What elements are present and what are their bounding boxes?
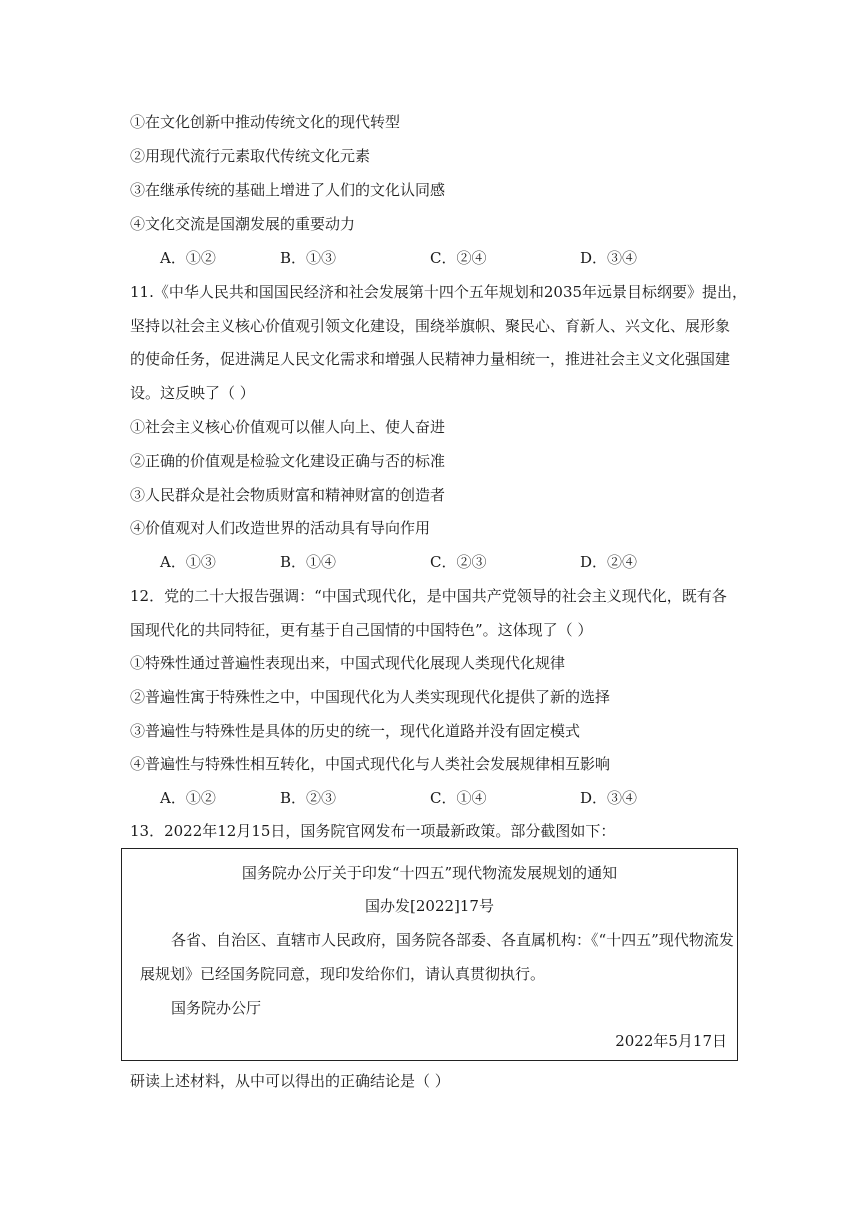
q11-item-3: ③人民群众是社会物质财富和精神财富的创造者 (130, 486, 446, 504)
q11-stem-line-3: 的使命任务，促进满足人民文化需求和增强人民精神力量相统一，推进社会主义文化强国建 (130, 350, 731, 368)
q11-stem-line-4: 设。这反映了（ ） (130, 384, 255, 402)
option-a[interactable]: A．①③ (160, 553, 216, 571)
notice-screenshot-box (121, 848, 738, 1061)
option-c[interactable]: C．①④ (430, 789, 487, 807)
q11-item-2: ②正确的价值观是检验文化建设正确与否的标准 (130, 452, 446, 470)
notice-date: 2022年5月17日 (615, 1032, 727, 1050)
q11-stem-line-2: 坚持以社会主义核心价值观引领文化建设，围绕举旗帜、聚民心、育新人、兴文化、展形象 (130, 317, 731, 335)
q10-item-1: ①在文化创新中推动传统文化的现代转型 (130, 113, 401, 131)
q12-item-2: ②普遍性寓于特殊性之中，中国现代化为人类实现现代化提供了新的选择 (130, 688, 611, 706)
q12-item-4: ④普遍性与特殊性相互转化，中国式现代化与人类社会发展规律相互影响 (130, 755, 611, 773)
q11-item-4: ④价值观对人们改造世界的活动具有导向作用 (130, 519, 431, 537)
q12-stem-line-1: 12．党的二十大报告强调：“中国式现代化，是中国共产党领导的社会主义现代化，既有各 (130, 587, 727, 605)
q10-item-2: ②用现代流行元素取代传统文化元素 (130, 147, 371, 165)
q12-item-1: ①特殊性通过普遍性表现出来，中国式现代化展现人类现代化规律 (130, 654, 566, 672)
q13-question: 研读上述材料，从中可以得出的正确结论是（ ） (130, 1072, 450, 1090)
option-a[interactable]: A．①② (160, 249, 216, 267)
option-d[interactable]: D．③④ (580, 249, 638, 267)
notice-body-line-2: 展规划》已经国务院同意，现印发给你们，请认真贯彻执行。 (140, 965, 546, 983)
q10-item-4: ④文化交流是国潮发展的重要动力 (130, 215, 356, 233)
notice-title: 国务院办公厅关于印发“十四五”现代物流发展规划的通知 (241, 864, 618, 882)
q12-stem-line-2: 国现代化的共同特征，更有基于自己国情的中国特色”。这体现了（ ） (130, 621, 593, 639)
option-c[interactable]: C．②③ (430, 553, 487, 571)
option-a[interactable]: A．①② (160, 789, 216, 807)
option-d[interactable]: D．③④ (580, 789, 638, 807)
q13-stem: 13．2022年12月15日，国务院官网发布一项最新政策。部分截图如下： (130, 822, 616, 840)
option-b[interactable]: B．①③ (280, 249, 337, 267)
notice-issuer: 国务院办公厅 (171, 999, 262, 1017)
q12-item-3: ③普遍性与特殊性是具体的历史的统一，现代化道路并没有固定模式 (130, 722, 581, 740)
q11-stem-line-1: 11.《中华人民共和国国民经济和社会发展第十四个五年规划和2035年远景目标纲要》提出， (130, 283, 748, 301)
notice-doc-number: 国办发[2022]17号 (365, 897, 494, 915)
q11-item-1: ①社会主义核心价值观可以催人向上、使人奋进 (130, 418, 446, 436)
option-b[interactable]: B．①④ (280, 553, 337, 571)
option-c[interactable]: C．②④ (430, 249, 487, 267)
q10-item-3: ③在继承传统的基础上增进了人们的文化认同感 (130, 181, 446, 199)
option-d[interactable]: D．②④ (580, 553, 638, 571)
option-b[interactable]: B．②③ (280, 789, 337, 807)
notice-body-line-1: 各省、自治区、直辖市人民政府，国务院各部委、各直属机构：《“十四五”现代物流发 (171, 931, 734, 949)
